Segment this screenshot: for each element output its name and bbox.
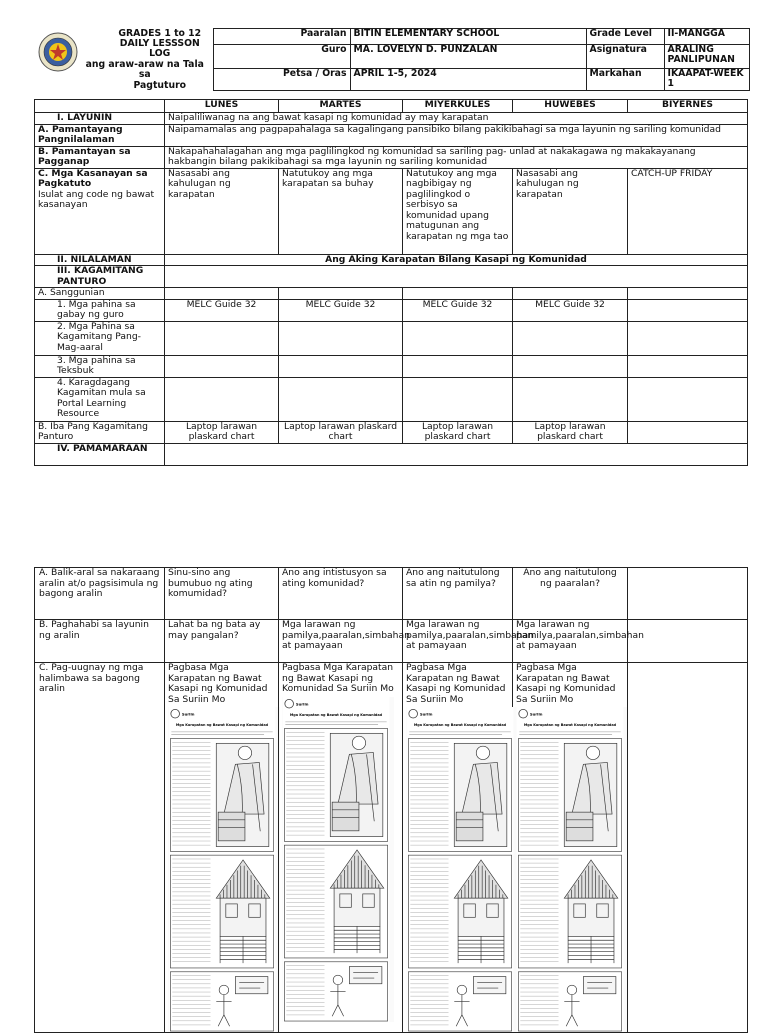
cell-blank: [279, 377, 403, 421]
cell-blank: [403, 377, 513, 421]
cell-blank: [513, 288, 628, 300]
cell-blank: [165, 288, 279, 300]
cell-blank: [165, 355, 279, 377]
pamamaraan-heading: IV. PAMAMARAAN: [35, 443, 165, 465]
thumb-heading: Mga Karapatan ng Bawat Kasapi ng Komunidad: [175, 723, 269, 728]
day-header-biyernes: BIYERNES: [628, 100, 748, 113]
paghahabi-lunes: Lahat ba ng bata ay may pangalan?: [165, 620, 279, 663]
paghahabi-miyerkules: Mga larawan ng pamilya,paaralan,simbahan at pamayaan: [403, 620, 513, 663]
cell-blank: [513, 355, 628, 377]
materials-lunes: Laptop larawan plaskard chart: [165, 421, 279, 443]
title-line-2: DAILY LESSSON LOG: [119, 37, 200, 60]
paghahabi-label: B. Paghahabi sa layunin ng aralin: [35, 620, 165, 663]
kasanayan-biyernes: CATCH-UP FRIDAY: [628, 168, 748, 254]
cell-blank: [628, 421, 748, 443]
cell-blank: [403, 288, 513, 300]
layunin-text: Naipaliliwanag na ang bawat kasapi ng komunidad ay may karapatan: [165, 113, 748, 125]
pangnilalaman-text: Naipamamalas ang pagpapahalaga sa kagalingang pansibiko bilang pakikibahagi sa mga layunin ng sariling komunidad: [165, 124, 748, 146]
mag-aaral-pages-label: 2. Mga Pahina sa Kagamitang Pang-Mag-aaral: [35, 321, 165, 355]
quarter-label: Markahan: [586, 68, 664, 91]
materials-miyerkules: Laptop larawan plaskard chart: [403, 421, 513, 443]
grade-value: II-MANGGA: [664, 29, 749, 45]
thumb-heading: Mga Karapatan ng Bawat Kasapi ng Komunidad: [289, 712, 383, 717]
pag-uugnay-lunes: [165, 663, 279, 1033]
suriin-tag: Suriin: [181, 711, 195, 717]
cell-blank: [628, 355, 748, 377]
balik-aral-miyerkules: Ano ang naitutulong sa atin ng pamilya?: [403, 568, 513, 620]
pag-uugnay-huwebes: [513, 663, 628, 1033]
lesson-plan-table: [34, 99, 748, 466]
kagamitan-blank: [165, 266, 748, 288]
melc-huwebes: MELC Guide 32: [513, 299, 628, 321]
grade-label: Grade Level: [586, 29, 664, 45]
cell-blank: [513, 321, 628, 355]
kasanayan-label-cell: [35, 168, 165, 254]
cell-blank: [628, 321, 748, 355]
iba-kagamitan-label: B. Iba Pang Kagamitang Panturo: [35, 421, 165, 443]
melc-miyerkules: MELC Guide 32: [403, 299, 513, 321]
day-header-huwebes: HUWEBES: [513, 100, 628, 113]
pag-uugnay-martes: [279, 663, 403, 1033]
suriin-tag: Suriin: [295, 701, 309, 707]
nilalaman-text: Ang Aking Karapatan Bilang Kasapi ng Komunidad: [165, 254, 748, 266]
date-label: Petsa / Oras: [213, 68, 350, 91]
kasanayan-lunes: Nasasabi ang kahulugan ng karapatan: [165, 168, 279, 254]
cell-blank: [165, 443, 748, 465]
suriin-tag: Suriin: [419, 711, 433, 717]
balik-aral-lunes: Sinu-sino ang bumubuo ng ating komumidad?: [165, 568, 279, 620]
pag-uugnay-text: Pagbasa Mga Karapatan ng Bawat Kasapi ng Komunidad Sa Suriin Mo: [282, 662, 394, 694]
school-value: BITIN ELEMENTARY SCHOOL: [350, 29, 586, 45]
balik-aral-martes: Ano ang intistusyon sa ating komunidad?: [279, 568, 403, 620]
procedure-table: [34, 567, 748, 1033]
header-table: [34, 28, 750, 91]
day-header-miyerkules: MIYERKULES: [403, 100, 513, 113]
log-title: [34, 29, 213, 91]
balik-aral-label: A. Balik-aral sa nakaraang aralin at/o pagsisimula ng bagong aralin: [35, 568, 165, 620]
teksbuk-pages-label: 3. Mga pahina sa Teksbuk: [35, 355, 165, 377]
thumb-heading: Mga Karapatan ng Bawat Kasapi ng Komunidad: [523, 723, 617, 728]
pag-uugnay-biyernes: [628, 663, 748, 1033]
pag-uugnay-label: C. Pag-uugnay ng mga halimbawa sa bagong aralin: [35, 663, 165, 1033]
kasanayan-miyerkules: Natutukoy ang mga nagbibigay ng paglilingkod o serbisyo sa komunidad upang matugunan ang karapatan ng mga tao: [403, 168, 513, 254]
school-label: Paaralan: [213, 29, 350, 45]
suriin-tag: Suriin: [529, 711, 543, 717]
melc-martes: MELC Guide 32: [279, 299, 403, 321]
worksheet-illustration: [282, 697, 394, 1022]
pag-uugnay-text: Pagbasa Mga Karapatan ng Bawat Kasapi ng Komunidad Sa Suriin Mo: [168, 662, 268, 705]
pag-uugnay-text: Pagbasa Mga Karapatan ng Bawat Kasapi ng Komunidad Sa Suriin Mo: [406, 662, 506, 705]
day-header-lunes: LUNES: [165, 100, 279, 113]
quarter-value: IKAAPAT-WEEK 1: [664, 68, 749, 91]
balik-aral-biyernes: [628, 568, 748, 620]
materials-martes: Laptop larawan plaskard chart: [279, 421, 403, 443]
cell-blank: [403, 321, 513, 355]
blank-corner: [35, 100, 165, 113]
date-value: APRIL 1-5, 2024: [350, 68, 586, 91]
materials-huwebes: Laptop larawan plaskard chart: [513, 421, 628, 443]
cell-blank: [628, 377, 748, 421]
kasanayan-martes: Natutukoy ang mga karapatan sa buhay: [279, 168, 403, 254]
subject-value: ARALING PANLIPUNAN: [664, 44, 749, 68]
kasanayan-huwebes: Nasasabi ang kahulugan ng karapatan: [513, 168, 628, 254]
title-line-4: Pagtuturo: [133, 79, 187, 91]
kasanayan-label: C. Mga Kasanayan sa Pagkatuto: [38, 167, 148, 189]
teacher-value: MA. LOVELYN D. PUNZALAN: [350, 44, 586, 68]
title-line-1: GRADES 1 to 12: [118, 27, 202, 39]
cell-blank: [628, 299, 748, 321]
cell-blank: [403, 355, 513, 377]
cell-blank: [628, 288, 748, 300]
guro-pages-label: 1. Mga pahina sa gabay ng guro: [35, 299, 165, 321]
kagamitan-heading: III. KAGAMITANG PANTURO: [35, 266, 165, 288]
pangnilalaman-label: A. Pamantayang Pangnilalaman: [35, 124, 165, 146]
portal-resource-label: 4. Karagdagang Kagamitan mula sa Portal Learning Resource: [35, 377, 165, 421]
thumb-heading: Mga Karapatan ng Bawat Kasapi ng Komunidad: [413, 723, 507, 728]
nilalaman-heading: II. NILALAMAN: [35, 254, 165, 266]
cell-blank: [165, 321, 279, 355]
pagganap-label: B. Pamantayan sa Pagganap: [35, 146, 165, 168]
sanggunian-label: A. Sanggunian: [35, 288, 165, 300]
cell-blank: [513, 377, 628, 421]
worksheet-illustration: [516, 707, 628, 1032]
paghahabi-biyernes: [628, 620, 748, 663]
cell-blank: [165, 377, 279, 421]
cell-blank: [279, 288, 403, 300]
pag-uugnay-miyerkules: [403, 663, 513, 1033]
worksheet-illustration: [406, 707, 518, 1032]
pagganap-text: Nakapahahalagahan ang mga paglilingkod ng komunidad sa sariling pag- unlad at nakakagawa ng makakayanang hakbangin bilang pakikibahagi sa mga layunin ng sariling komunidad: [165, 146, 748, 168]
cell-blank: [279, 355, 403, 377]
balik-aral-huwebes: Ano ang naitutulong ng paaralan?: [513, 568, 628, 620]
melc-lunes: MELC Guide 32: [165, 299, 279, 321]
title-line-3: ang araw-araw na Tala sa: [85, 58, 204, 81]
worksheet-illustration: [168, 707, 280, 1032]
subject-label: Asignatura: [586, 44, 664, 68]
cell-blank: [279, 321, 403, 355]
pag-uugnay-text: Pagbasa Mga Karapatan ng Bawat Kasapi ng Komunidad Sa Suriin Mo: [516, 662, 616, 705]
day-header-martes: MARTES: [279, 100, 403, 113]
paghahabi-huwebes: Mga larawan ng pamilya,paaralan,simbahan at pamayaan: [513, 620, 628, 663]
paghahabi-martes: Mga larawan ng pamilya,paaralan,simbahan at pamayaan: [279, 620, 403, 663]
teacher-label: Guro: [213, 44, 350, 68]
kasanayan-sub: Isulat ang code ng bawat kasanayan: [38, 188, 155, 210]
layunin-heading: I. LAYUNIN: [35, 113, 165, 125]
